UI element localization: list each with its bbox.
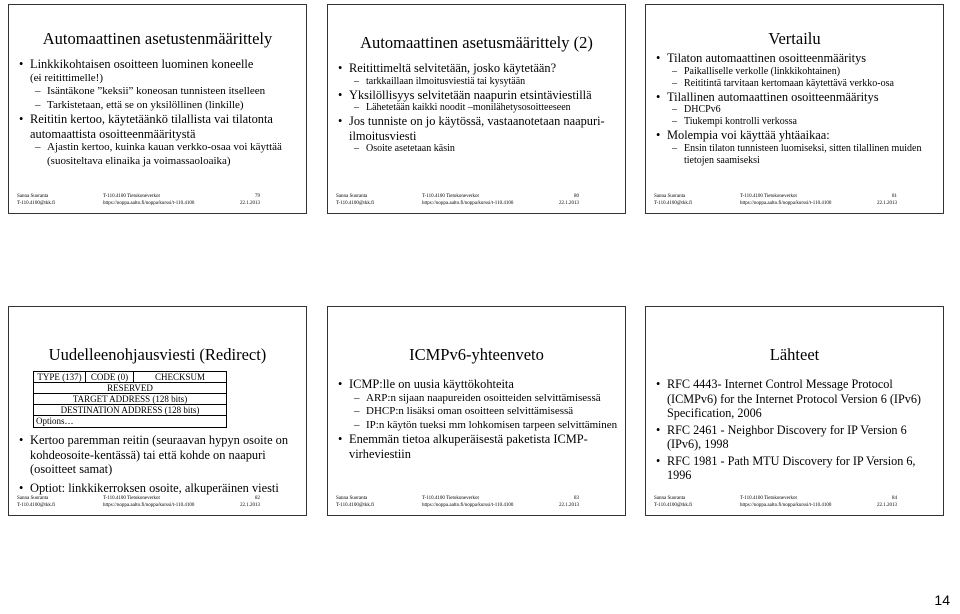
footer-author: Sanna Suoranta xyxy=(17,194,49,199)
field-destination-address: DESTINATION ADDRESS (128 bits) xyxy=(60,405,200,415)
footer-author: Sanna Suoranta xyxy=(17,496,49,501)
slide-80 xyxy=(327,4,626,214)
bullet: • Tilallinen automaattinen osoitteenmääritys xyxy=(654,90,937,105)
slide-title: Lähteet xyxy=(769,345,820,364)
sub-bullet: – DHCPv6 xyxy=(654,104,937,116)
bullet: • Linkkikohtaisen osoitteen luominen koneelle xyxy=(17,57,300,72)
slide-footer xyxy=(17,495,298,511)
field-checksum: CHECKSUM xyxy=(154,372,205,382)
footer-email: T-110.4100@tkk.fi xyxy=(654,201,693,206)
footer-url: https://noppa.aalto.fi/noppa/kurssi/t-110.4100 xyxy=(422,201,514,206)
slide-81 xyxy=(645,4,944,214)
slide-84 xyxy=(645,306,944,516)
sub-bullet: – Ajastin kertoo, kuinka kauan verkko-osaa voi käyttää (suositeltava elinaika ja voimassaoloaika) xyxy=(17,141,300,168)
slide-82 xyxy=(8,306,307,516)
bullet: • Enemmän tietoa alkuperäisestä paketista ICMP-virheviestiin xyxy=(336,432,619,461)
header-row xyxy=(34,416,226,427)
sub-bullet: – Tiukempi kontrolli verkossa xyxy=(654,116,937,128)
footer-author: Sanna Suoranta xyxy=(654,194,686,199)
footer-course: T-110.4100 Tietokoneverkot xyxy=(422,194,479,199)
slide-footer xyxy=(336,193,617,209)
footer-slide-number: 79 xyxy=(255,194,260,199)
footer-course: T-110.4100 Tietokoneverkot xyxy=(740,496,797,501)
field-code: CODE (0) xyxy=(86,372,134,382)
footer-url: https://noppa.aalto.fi/noppa/kurssi/t-110.4100 xyxy=(740,201,832,206)
bullet: • Jos tunniste on jo käytössä, vastaanotetaan naapuri-ilmoitusviesti xyxy=(336,114,619,143)
slide-body xyxy=(336,377,619,461)
footer-date: 22.1.2013 xyxy=(240,503,260,508)
footer-author: Sanna Suoranta xyxy=(336,194,368,199)
sub-bullet: – Isäntäkone ”keksii” koneosan tunnisteen itselleen xyxy=(17,85,300,99)
footer-email: T-110.4100@tkk.fi xyxy=(654,503,693,508)
sub-bullet: – Tarkistetaan, että se on yksilöllinen (linkille) xyxy=(17,99,300,113)
footer-slide-number: 81 xyxy=(892,194,897,199)
slide-body xyxy=(654,51,937,167)
footer-date: 22.1.2013 xyxy=(240,201,260,206)
bullet: • Yksilöllisyys selvitetään naapurin etsintäviestillä xyxy=(336,88,619,103)
footer-author: Sanna Suoranta xyxy=(654,496,686,501)
reference-item: • RFC 1981 - Path MTU Discovery for IP Version 6, 1996 xyxy=(654,454,937,483)
field-reserved: RESERVED xyxy=(107,383,153,393)
slide-title: Uudelleenohjausviesti (Redirect) xyxy=(48,345,267,364)
slide-title: Automaattinen asetustenmäärittely xyxy=(42,29,273,48)
bullet: • Molempia voi käyttää yhtäaikaa: xyxy=(654,128,937,143)
footer-url: https://noppa.aalto.fi/noppa/kurssi/t-110.4100 xyxy=(740,503,832,508)
footer-url: https://noppa.aalto.fi/noppa/kurssi/t-110.4100 xyxy=(103,503,195,508)
reference-item: • RFC 4443- Internet Control Message Protocol (ICMPv6) for the Internet Protocol Version 6 (IPv6) Specification, 2006 xyxy=(654,377,937,421)
footer-email: T-110.4100@tkk.fi xyxy=(17,201,56,206)
footer-date: 22.1.2013 xyxy=(877,201,897,206)
slide-footer xyxy=(654,193,935,209)
slide-body xyxy=(336,61,619,155)
footer-author: Sanna Suoranta xyxy=(336,496,368,501)
footer-url: https://noppa.aalto.fi/noppa/kurssi/t-110.4100 xyxy=(422,503,514,508)
footer-date: 22.1.2013 xyxy=(559,201,579,206)
page-number: 14 xyxy=(934,592,950,608)
footer-course: T-110.4100 Tietokoneverkot xyxy=(422,496,479,501)
slide-body xyxy=(17,57,300,168)
slide-83 xyxy=(327,306,626,516)
sub-bullet: – Paikalliselle verkolle (linkkikohtainen) xyxy=(654,66,937,78)
footer-slide-number: 82 xyxy=(255,496,260,501)
field-options: Options… xyxy=(36,416,74,426)
bullet: • ICMP:lle on uusia käyttökohteita xyxy=(336,377,619,392)
sub-bullet: – Osoite asetetaan käsin xyxy=(336,143,619,155)
footer-slide-number: 84 xyxy=(892,496,897,501)
footer-date: 22.1.2013 xyxy=(559,503,579,508)
field-target-address: TARGET ADDRESS (128 bits) xyxy=(72,394,188,404)
sub-bullet: – DHCP:n lisäksi oman osoitteen selvittämisessä xyxy=(336,405,619,419)
slide-79 xyxy=(8,4,307,214)
footer-course: T-110.4100 Tietokoneverkot xyxy=(103,194,160,199)
footer-slide-number: 83 xyxy=(574,496,579,501)
footer-slide-number: 80 xyxy=(574,194,579,199)
slide-title: ICMPv6-yhteenveto xyxy=(409,345,544,364)
footer-email: T-110.4100@tkk.fi xyxy=(17,503,56,508)
slide-body xyxy=(17,433,300,495)
footer-email: T-110.4100@tkk.fi xyxy=(336,201,375,206)
reference-item: • RFC 2461 - Neighbor Discovery for IP Version 6 (IPv6), 1998 xyxy=(654,423,937,452)
header-row xyxy=(34,405,226,416)
sub-bullet: – Ensin tilaton tunnisteen luomiseksi, sitten tilallinen muiden tietojen saamiseksi xyxy=(654,143,937,167)
bullet-continuation: – (ei reitittimelle!) xyxy=(17,72,300,86)
footer-course: T-110.4100 Tietokoneverkot xyxy=(103,496,160,501)
footer-date: 22.1.2013 xyxy=(877,503,897,508)
field-type: TYPE (137) xyxy=(34,372,86,382)
footer-course: T-110.4100 Tietokoneverkot xyxy=(740,194,797,199)
footer-email: T-110.4100@tkk.fi xyxy=(336,503,375,508)
sub-bullet: – IP:n käytön tueksi mm lohkomisen tarpeen selvittäminen xyxy=(336,419,619,433)
bullet: • Reititin kertoo, käytetäänkö tilallista vai tilatonta automaattista osoitteenmääritystä xyxy=(17,112,300,141)
header-row xyxy=(34,383,226,394)
slide-footer xyxy=(17,193,298,209)
reference-list xyxy=(654,377,937,485)
footer-url: https://noppa.aalto.fi/noppa/kurssi/t-110.4100 xyxy=(103,201,195,206)
slide-title: Automaattinen asetusmäärittely (2) xyxy=(360,33,593,52)
header-row xyxy=(34,372,226,383)
bullet: • Optiot: linkkikerroksen osoite, alkuperäinen viesti xyxy=(17,481,300,496)
header-row xyxy=(34,394,226,405)
bullet: • Kertoo paremman reitin (seuraavan hypyn osoite on kohdeosoite-kentässä) tai että kohde on naapuri (osoitteet samat) xyxy=(17,433,300,477)
sub-bullet: – ARP:n sijaan naapureiden osoitteiden selvittämisessä xyxy=(336,392,619,406)
bullet: • Tilaton automaattinen osoitteenmääritys xyxy=(654,51,937,66)
bullet: • Reitittimeltä selvitetään, josko käytetään? xyxy=(336,61,619,76)
slide-footer xyxy=(336,495,617,511)
sub-bullet: – Reititintä tarvitaan kertomaan käytettävä verkko-osa xyxy=(654,78,937,90)
sub-bullet: – tarkkaillaan ilmoitusviestiä tai kysytään xyxy=(336,76,619,88)
sub-bullet: – Lähetetään kaikki noodit –monilähetysosoitteeseen xyxy=(336,102,619,114)
icmp-header-diagram xyxy=(33,371,227,428)
slide-footer xyxy=(654,495,935,511)
slide-title: Vertailu xyxy=(768,29,821,48)
